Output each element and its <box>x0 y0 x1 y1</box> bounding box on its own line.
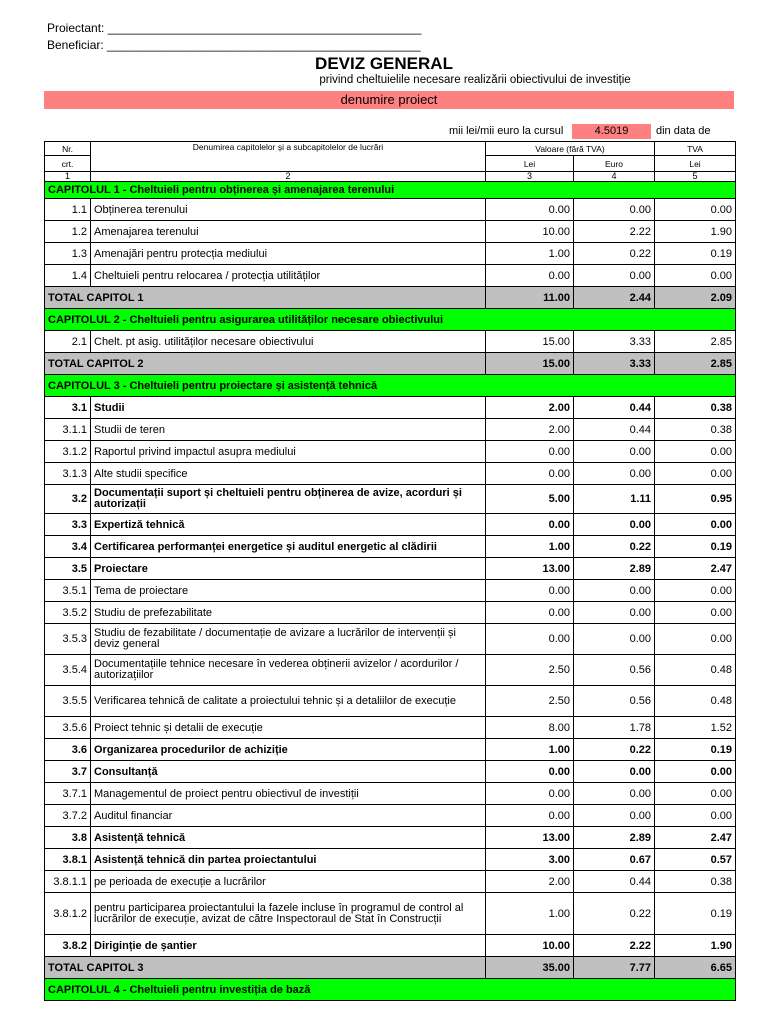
chapter-title: CAPITOLUL 3 - Cheltuieli pentru proiectare și asistență tehnică <box>45 375 736 397</box>
value-euro: 0.00 <box>574 602 655 624</box>
table-row <box>45 871 736 893</box>
value-lei: 2.50 <box>486 655 574 686</box>
chapter-header-row <box>45 182 736 199</box>
row-name: Documentații suport și cheltuieli pentru obținerea de avize, acorduri și autorizații <box>91 485 486 514</box>
value-euro: 1.78 <box>574 717 655 739</box>
value-tva: 2.47 <box>655 827 736 849</box>
table-row <box>45 221 736 243</box>
value-lei: 13.00 <box>486 558 574 580</box>
row-name: Studiu de fezabilitate / documentație de avizare a lucrărilor de intervenții și deviz general <box>91 624 486 655</box>
table-row <box>45 935 736 957</box>
table-row <box>45 849 736 871</box>
row-name: Expertiză tehnică <box>91 514 486 536</box>
total-label: TOTAL CAPITOL 3 <box>45 957 486 979</box>
value-euro: 0.56 <box>574 686 655 717</box>
table-row <box>45 397 736 419</box>
total-lei: 15.00 <box>486 353 574 375</box>
document-title: DEVIZ GENERAL <box>315 54 453 73</box>
value-lei: 13.00 <box>486 827 574 849</box>
value-tva: 0.38 <box>655 397 736 419</box>
value-tva: 0.00 <box>655 514 736 536</box>
total-label: TOTAL CAPITOL 2 <box>45 353 486 375</box>
row-name: Amenajarea terenului <box>91 221 486 243</box>
table-row <box>45 463 736 485</box>
value-euro: 0.67 <box>574 849 655 871</box>
value-euro: 0.44 <box>574 419 655 441</box>
row-number: 3.8.1.2 <box>45 893 91 935</box>
total-tva: 6.65 <box>655 957 736 979</box>
value-tva: 0.00 <box>655 463 736 485</box>
row-name: Studii <box>91 397 486 419</box>
row-number: 3.5.1 <box>45 580 91 602</box>
value-tva: 1.90 <box>655 221 736 243</box>
value-lei: 1.00 <box>486 739 574 761</box>
value-euro: 0.22 <box>574 536 655 558</box>
value-lei: 3.00 <box>486 849 574 871</box>
row-number: 3.1.2 <box>45 441 91 463</box>
table-row <box>45 655 736 686</box>
row-name: Asistență tehnică <box>91 827 486 849</box>
row-number: 3.8 <box>45 827 91 849</box>
col-number-5: 5 <box>655 172 736 182</box>
total-lei: 11.00 <box>486 287 574 309</box>
chapter-header-row <box>45 375 736 397</box>
row-number: 3.8.1.1 <box>45 871 91 893</box>
total-tva: 2.09 <box>655 287 736 309</box>
value-lei: 2.00 <box>486 871 574 893</box>
row-name: Auditul financiar <box>91 805 486 827</box>
chapter-title: CAPITOLUL 2 - Cheltuieli pentru asigurarea utilităților necesare obiectivului <box>45 309 736 331</box>
value-euro: 0.00 <box>574 265 655 287</box>
table-row <box>45 624 736 655</box>
row-name: Diriginție de șantier <box>91 935 486 957</box>
value-lei: 5.00 <box>486 485 574 514</box>
chapter-total-row <box>45 353 736 375</box>
deviz-table <box>44 141 736 1001</box>
value-tva: 2.47 <box>655 558 736 580</box>
table-row <box>45 739 736 761</box>
row-name: Certificarea performanței energetice și auditul energetic al clădirii <box>91 536 486 558</box>
value-tva: 2.85 <box>655 331 736 353</box>
row-number: 3.1 <box>45 397 91 419</box>
table-row <box>45 536 736 558</box>
header-lei-tva: Lei <box>655 156 736 172</box>
value-lei: 0.00 <box>486 602 574 624</box>
table-row <box>45 827 736 849</box>
row-name: Obținerea terenului <box>91 199 486 221</box>
chapter-header-row <box>45 309 736 331</box>
value-tva: 0.00 <box>655 199 736 221</box>
value-tva: 0.19 <box>655 536 736 558</box>
col-number-2: 2 <box>91 172 486 182</box>
row-number: 3.5.2 <box>45 602 91 624</box>
col-number-4: 4 <box>574 172 655 182</box>
value-euro: 0.00 <box>574 805 655 827</box>
row-name: Alte studii specifice <box>91 463 486 485</box>
row-name: Verificarea tehnică de calitate a proiectului tehnic și a detaliilor de execuție <box>91 686 486 717</box>
row-name: Proiectare <box>91 558 486 580</box>
value-euro: 2.22 <box>574 935 655 957</box>
table-row <box>45 686 736 717</box>
row-name: Tema de proiectare <box>91 580 486 602</box>
row-number: 3.5 <box>45 558 91 580</box>
value-euro: 0.00 <box>574 441 655 463</box>
header-nr: Nr. <box>45 142 91 156</box>
row-name: Managementul de proiect pentru obiectivul de investiții <box>91 783 486 805</box>
value-tva: 0.48 <box>655 655 736 686</box>
table-row <box>45 441 736 463</box>
table-row <box>45 783 736 805</box>
value-tva: 0.00 <box>655 265 736 287</box>
header-valoare: Valoare (fără TVA) <box>486 142 655 156</box>
value-tva: 0.19 <box>655 893 736 935</box>
value-lei: 0.00 <box>486 783 574 805</box>
value-lei: 0.00 <box>486 199 574 221</box>
value-lei: 0.00 <box>486 624 574 655</box>
header-lei: Lei <box>486 156 574 172</box>
value-euro: 0.00 <box>574 783 655 805</box>
total-label: TOTAL CAPITOL 1 <box>45 287 486 309</box>
row-number: 3.5.3 <box>45 624 91 655</box>
chapter-total-row <box>45 957 736 979</box>
value-tva: 0.00 <box>655 580 736 602</box>
value-lei: 0.00 <box>486 514 574 536</box>
row-number: 3.4 <box>45 536 91 558</box>
value-lei: 8.00 <box>486 717 574 739</box>
row-name: pentru participarea proiectantului la fazele incluse în programul de control al lucrărilor de execuție, avizat de către Inspectoraul de Stat în Construcții <box>91 893 486 935</box>
total-lei: 35.00 <box>486 957 574 979</box>
value-tva: 1.90 <box>655 935 736 957</box>
table-row <box>45 331 736 353</box>
value-euro: 3.33 <box>574 331 655 353</box>
table-row <box>45 514 736 536</box>
table-row <box>45 761 736 783</box>
value-tva: 0.19 <box>655 739 736 761</box>
table-row <box>45 265 736 287</box>
value-tva: 0.00 <box>655 783 736 805</box>
value-euro: 1.11 <box>574 485 655 514</box>
value-lei: 10.00 <box>486 935 574 957</box>
value-lei: 2.50 <box>486 686 574 717</box>
value-lei: 1.00 <box>486 893 574 935</box>
row-name: Raportul privind impactul asupra mediului <box>91 441 486 463</box>
row-name: Studii de teren <box>91 419 486 441</box>
row-number: 3.5.4 <box>45 655 91 686</box>
value-euro: 0.22 <box>574 739 655 761</box>
exchange-rate-value[interactable]: 4.5019 <box>572 124 651 139</box>
rate-date-label: din data de <box>656 125 711 137</box>
value-lei: 0.00 <box>486 441 574 463</box>
value-tva: 1.52 <box>655 717 736 739</box>
total-tva: 2.85 <box>655 353 736 375</box>
value-tva: 0.00 <box>655 805 736 827</box>
value-euro: 0.00 <box>574 761 655 783</box>
row-name: pe perioada de execuție a lucrărilor <box>91 871 486 893</box>
row-name: Documentațiile tehnice necesare în vederea obținerii avizelor / acordurilor / autorizațiilor <box>91 655 486 686</box>
header-denumire: Denumirea capitolelor și a subcapitolelor de lucrări <box>91 142 486 172</box>
value-lei: 0.00 <box>486 761 574 783</box>
row-number: 3.1.1 <box>45 419 91 441</box>
chapter-header-row <box>45 979 736 1001</box>
row-number: 1.3 <box>45 243 91 265</box>
row-name: Consultanță <box>91 761 486 783</box>
value-tva: 0.00 <box>655 761 736 783</box>
chapter-title: CAPITOLUL 4 - Cheltuieli pentru investiția de bază <box>45 979 736 1001</box>
exchange-rate-label: mii lei/mii euro la cursul <box>449 125 564 137</box>
total-euro: 7.77 <box>574 957 655 979</box>
row-number: 3.3 <box>45 514 91 536</box>
value-tva: 0.38 <box>655 871 736 893</box>
row-number: 3.1.3 <box>45 463 91 485</box>
row-number: 2.1 <box>45 331 91 353</box>
row-number: 3.5.6 <box>45 717 91 739</box>
value-lei: 1.00 <box>486 243 574 265</box>
header-crt: crt. <box>45 156 91 172</box>
row-number: 3.5.5 <box>45 686 91 717</box>
row-number: 3.8.1 <box>45 849 91 871</box>
header-euro: Euro <box>574 156 655 172</box>
value-lei: 10.00 <box>486 221 574 243</box>
value-tva: 0.57 <box>655 849 736 871</box>
value-lei: 0.00 <box>486 805 574 827</box>
value-lei: 1.00 <box>486 536 574 558</box>
value-tva: 0.95 <box>655 485 736 514</box>
header-tva: TVA <box>655 142 736 156</box>
project-name-field[interactable]: denumire proiect <box>44 91 734 109</box>
row-number: 3.6 <box>45 739 91 761</box>
value-euro: 2.22 <box>574 221 655 243</box>
value-tva: 0.00 <box>655 602 736 624</box>
table-row <box>45 805 736 827</box>
table-row <box>45 558 736 580</box>
value-lei: 15.00 <box>486 331 574 353</box>
row-name: Organizarea procedurilor de achiziție <box>91 739 486 761</box>
chapter-total-row <box>45 287 736 309</box>
row-number: 3.2 <box>45 485 91 514</box>
value-lei: 0.00 <box>486 265 574 287</box>
value-lei: 0.00 <box>486 463 574 485</box>
value-euro: 0.44 <box>574 397 655 419</box>
chapter-title: CAPITOLUL 1 - Cheltuieli pentru obținerea și amenajarea terenului <box>45 182 736 199</box>
table-row <box>45 485 736 514</box>
row-name: Proiect tehnic și detalii de execuție <box>91 717 486 739</box>
value-euro: 0.00 <box>574 624 655 655</box>
total-euro: 2.44 <box>574 287 655 309</box>
table-row <box>45 419 736 441</box>
value-tva: 0.48 <box>655 686 736 717</box>
value-lei: 0.00 <box>486 580 574 602</box>
value-tva: 0.38 <box>655 419 736 441</box>
value-euro: 2.89 <box>574 558 655 580</box>
value-lei: 2.00 <box>486 397 574 419</box>
table-row <box>45 580 736 602</box>
row-name: Studiu de prefezabilitate <box>91 602 486 624</box>
row-number: 3.7 <box>45 761 91 783</box>
row-number: 3.7.1 <box>45 783 91 805</box>
row-number: 3.8.2 <box>45 935 91 957</box>
table-row <box>45 717 736 739</box>
col-number-3: 3 <box>486 172 574 182</box>
value-euro: 0.00 <box>574 514 655 536</box>
row-name: Asistență tehnică din partea proiectantului <box>91 849 486 871</box>
total-euro: 3.33 <box>574 353 655 375</box>
row-name: Cheltuieli pentru relocarea / protecția utilităților <box>91 265 486 287</box>
value-euro: 2.89 <box>574 827 655 849</box>
col-number-1: 1 <box>45 172 91 182</box>
value-tva: 0.00 <box>655 624 736 655</box>
value-tva: 0.19 <box>655 243 736 265</box>
row-name: Amenajări pentru protecția mediului <box>91 243 486 265</box>
value-lei: 2.00 <box>486 419 574 441</box>
table-body <box>45 182 736 1001</box>
row-name: Chelt. pt asig. utilităților necesare obiectivului <box>91 331 486 353</box>
value-euro: 0.56 <box>574 655 655 686</box>
row-number: 1.2 <box>45 221 91 243</box>
row-number: 1.4 <box>45 265 91 287</box>
table-row <box>45 893 736 935</box>
value-euro: 0.44 <box>574 871 655 893</box>
value-euro: 0.00 <box>574 199 655 221</box>
value-euro: 0.00 <box>574 463 655 485</box>
value-euro: 0.22 <box>574 243 655 265</box>
table-row <box>45 243 736 265</box>
document-subtitle: privind cheltuielile necesare realizării obiectivului de investiție <box>319 74 631 86</box>
value-euro: 0.22 <box>574 893 655 935</box>
table-row <box>45 602 736 624</box>
value-euro: 0.00 <box>574 580 655 602</box>
beneficiar-line: Beneficiar: _______________________________________________ <box>47 38 421 52</box>
row-number: 3.7.2 <box>45 805 91 827</box>
value-tva: 0.00 <box>655 441 736 463</box>
proiectant-line: Proiectant: _______________________________________________ <box>47 21 422 35</box>
table-row <box>45 199 736 221</box>
row-number: 1.1 <box>45 199 91 221</box>
